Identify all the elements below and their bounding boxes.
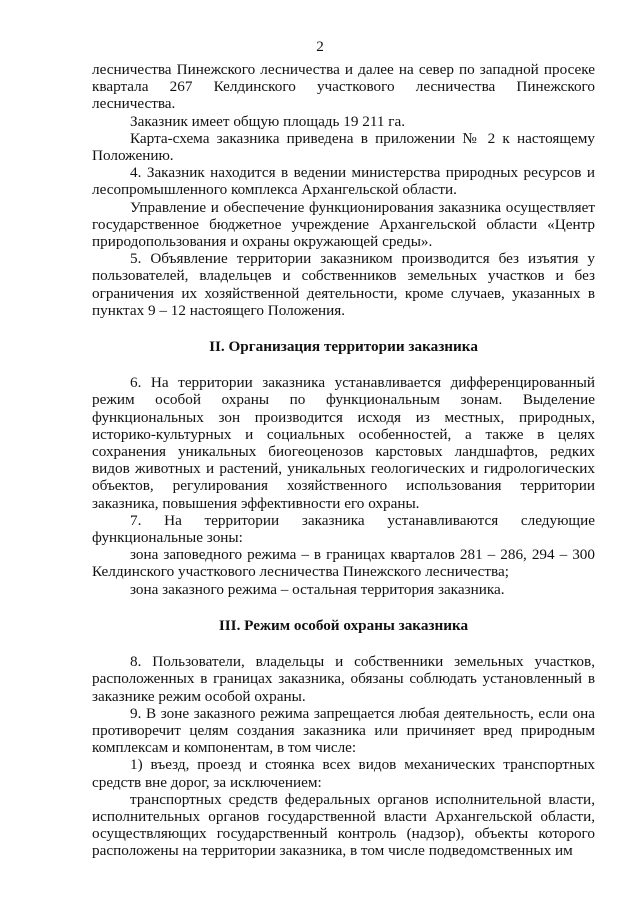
paragraph: зона заказного режима – остальная территория заказника.	[130, 580, 505, 598]
paragraph: 9. В зоне заказного режима запрещается любая деятельность, если она противоречит целям создания заказника или причиняет вред природным комплексам и компонентам, в том числе:	[92, 704, 595, 757]
paragraph: Карта-схема заказника приведена в приложении № 2 к настоящему Положению.	[92, 129, 595, 165]
paragraph: Управление и обеспечение функционирования заказника осуществляет государственное бюджетное учреждение Архангельской области «Центр природопользования и охраны окружающей среды».	[92, 198, 595, 251]
paragraph: Заказник имеет общую площадь 19 211 га.	[130, 112, 406, 130]
paragraph: 7. На территории заказника устанавливаются следующие функциональные зоны:	[92, 511, 595, 547]
page-number: 2	[316, 38, 324, 55]
paragraph: 5. Объявление территории заказником производится без изъятия у пользователей, владельцев и собственников земельных участков и без ограничения их хозяйственной деятельности, кроме случаев, указанных в пунктах 9 – 12 настоящего Положения.	[92, 250, 595, 319]
document-body	[92, 61, 595, 860]
section-heading: II. Организация территории заказника	[209, 338, 478, 356]
paragraph: 6. На территории заказника устанавливается дифференцированный режим особой охраны по функциональным зонам. Выделение функциональных зон производится исходя из местных, природных, историко-культурных и социальных особенностей, а также в целях сохранения уникальных биогеоценозов карстовых ландшафтов, редких видов животных и растений, уникальных геологических и гидрологических объектов, регулирования хозяйственного использования территории заказника, повышения эффективности его охраны.	[92, 374, 595, 512]
paragraph: транспортных средств федеральных органов исполнительной власти, исполнительных органов государственной власти Архангельской области, осуществляющих государственный контроль (надзор), объекты которого расположены на территории заказника, в том числе подведомственных им	[92, 790, 595, 860]
section-heading: III. Режим особой охраны заказника	[218, 616, 469, 634]
paragraph: зона заповедного режима – в границах кварталов 281 – 286, 294 – 300 Келдинского участкового лесничества Пинежского лесничества;	[92, 546, 595, 581]
paragraph: 4. Заказник находится в ведении министерства природных ресурсов и лесопромышленного комплекса Архангельской области.	[92, 164, 595, 199]
paragraph: 1) въезд, проезд и стоянка всех видов механических транспортных средств вне дорог, за исключением:	[92, 756, 595, 791]
paragraph: 8. Пользователи, владельцы и собственники земельных участков, расположенных в границах заказника, обязаны соблюдать установленный в заказнике режим особой охраны.	[92, 653, 595, 705]
paragraph: лесничества Пинежского лесничества и далее на север по западной просеке квартала 267 Келдинского участкового лесничества Пинежского лесничества.	[92, 61, 595, 113]
